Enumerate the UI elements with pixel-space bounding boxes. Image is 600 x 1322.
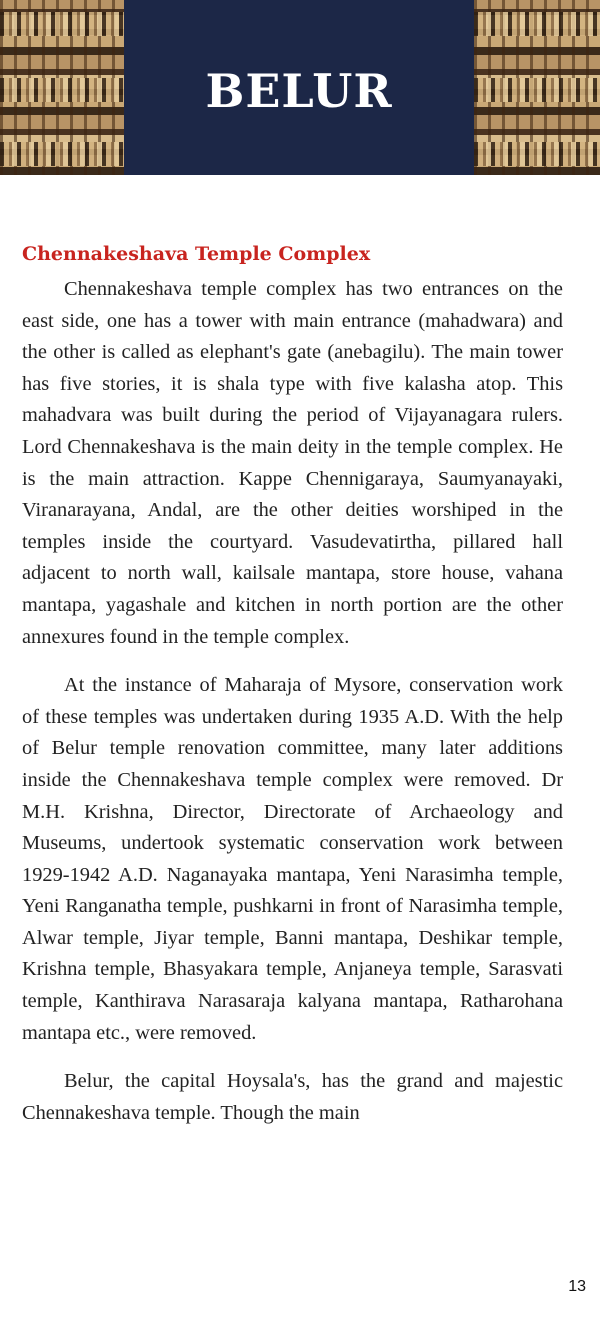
paragraph-1: Chennakeshava temple complex has two entrances on the east side, one has a tower with main entrance (mahadwara) and the other is called as elephant's gate (anebagilu). The main tower has five stories, it is shala type with five kalasha atop. This mahadvara was built during the period of Vijayanagara rulers. Lord Chennakeshava is the main deity in the temple complex. He is the main attraction. Kappe Chennigaraya, Saumyanayaki, Viranarayana, Andal, are the other deities worshiped in the temples inside the courtyard. Vasudevatirtha, pillared hall adjacent to north wall, kailsale mantapa, store house, vahana mantapa, yagashale and kitchen in north portion are the other annexures found in the temple complex. xyxy=(22,278,563,648)
frieze-band xyxy=(0,78,124,102)
paragraph-3: Belur, the capital Hoysala's, has the grand and majestic Chennakeshava temple. Though the main xyxy=(22,1070,563,1124)
temple-frieze-image-right xyxy=(474,0,600,175)
frieze-band xyxy=(0,12,124,36)
section-heading: Chennakeshava Temple Complex xyxy=(22,243,371,265)
title-panel xyxy=(124,0,474,175)
frieze-band xyxy=(474,142,600,166)
page-title: BELUR xyxy=(205,63,393,118)
article-content xyxy=(22,243,563,1146)
frieze-band xyxy=(0,142,124,166)
page-number: 13 xyxy=(568,1278,586,1295)
temple-frieze-image-left xyxy=(0,0,124,175)
frieze-band xyxy=(474,12,600,36)
frieze-band xyxy=(474,78,600,102)
header-banner xyxy=(0,0,600,175)
paragraph-2: At the instance of Maharaja of Mysore, conservation work of these temples was undertaken during 1935 A.D. With the help of Belur temple renovation committee, many later additions inside the Chennakeshava temple complex were removed. Dr M.H. Krishna, Director, Directorate of Archaeology and Museums, undertook systematic conservation work between 1929-1942 A.D. Naganayaka mantapa, Yeni Narasimha temple, Yeni Ranganatha temple, pushkarni in front of Narasimha temple, Alwar temple, Jiyar temple, Banni mantapa, Deshikar temple, Krishna temple, Bhasyakara temple, Anjaneya temple, Sarasvati temple, Kanthirava Narasaraja kalyana mantapa, Ratharohana mantapa etc., were removed. xyxy=(22,674,563,1044)
